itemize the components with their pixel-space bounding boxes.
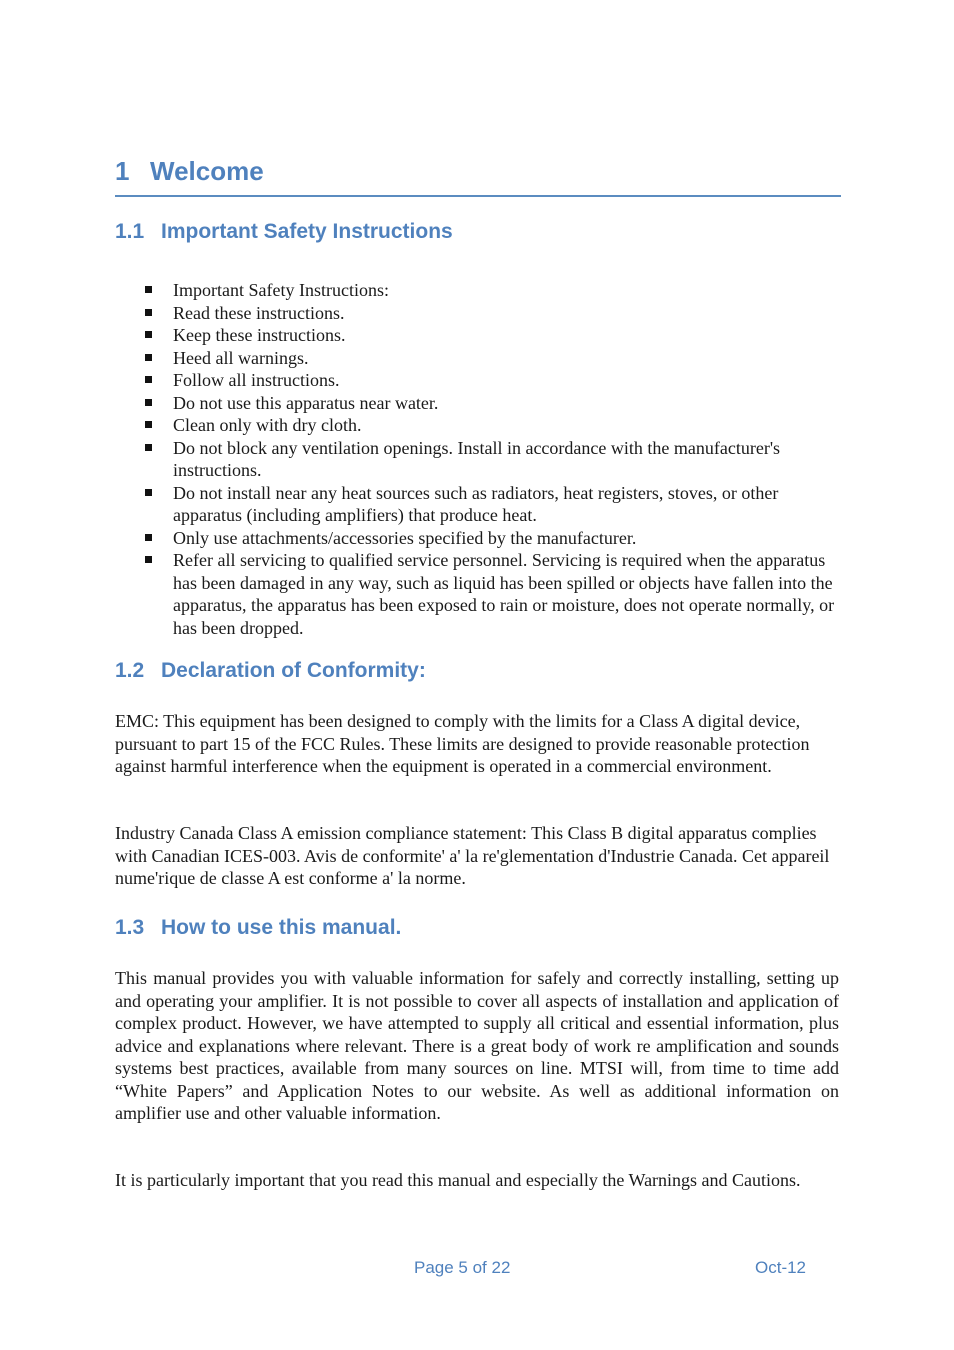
bullet-square-icon: [145, 421, 152, 428]
safety-instructions-list: [115, 279, 841, 639]
list-item-text: Read these instructions.: [173, 302, 345, 323]
chapter-heading: [115, 152, 841, 197]
list-item-text: Clean only with dry cloth.: [173, 415, 362, 435]
list-item-text: Do not install near any heat sources such as radiators, heat registers, stoves, or other apparatus (including amplifiers) that produce heat.: [173, 482, 779, 525]
list-item: [115, 527, 841, 550]
list-item: [115, 302, 841, 325]
bullet-square-icon: [145, 286, 152, 293]
section-title: Declaration of Conformity:: [161, 659, 426, 682]
section-heading-safety: [115, 218, 453, 246]
section-title: Important Safety Instructions: [161, 220, 453, 243]
manual-warning-paragraph: It is particularly important that you read this manual and especially the Warnings and Cautions.: [115, 1170, 801, 1190]
bullet-square-icon: [145, 309, 152, 316]
list-item-text: Follow all instructions.: [173, 370, 340, 390]
document-page: [115, 0, 840, 1350]
bullet-square-icon: [145, 331, 152, 338]
section-number: 1.1: [115, 220, 145, 243]
bullet-square-icon: [145, 556, 152, 563]
list-item: [115, 369, 841, 392]
list-item: [115, 324, 841, 347]
footer-date: Oct-12: [755, 1258, 807, 1277]
list-item: [115, 347, 841, 370]
list-item: [115, 482, 841, 527]
bullet-square-icon: [145, 444, 152, 451]
list-item-text: Only use attachments/accessories specified by the manufacturer.: [173, 527, 637, 548]
industry-canada-paragraph: Industry Canada Class A emission compliance statement: This Class B digital apparatus complies with Canadian ICES-003. Avis de conformite' a' la re'glementation d'Industrie Canada. Cet appareil nume'rique de classe A est conforme a' la norme.: [115, 823, 830, 888]
list-item: [115, 392, 841, 415]
list-item-text: Keep these instructions.: [173, 325, 346, 345]
manual-intro-paragraph: This manual provides you with valuable information for safely and correctly installing, setting up and operating your amplifier. It is not possible to cover all aspects of installation and application of complex product. However, we have attempted to supply all critical and essential information, plus advice and explanations where relevant. There is a great body of work re amplification and sounds systems best practices, available from many sources on line. MTSI will, from time to time add “White Papers” and Application Notes to our website. As well as additional information on amplifier use and other valuable information.: [115, 968, 839, 1123]
section-heading-manual: [115, 914, 401, 942]
list-item: [115, 437, 841, 482]
list-item-text: Heed all warnings.: [173, 347, 309, 368]
list-item-text: Do not use this apparatus near water.: [173, 392, 439, 413]
section-title: How to use this manual.: [161, 916, 402, 939]
list-item: [115, 414, 841, 437]
chapter-number: 1: [115, 156, 130, 186]
section-number: 1.2: [115, 659, 145, 682]
bullet-square-icon: [145, 399, 152, 406]
emc-paragraph: EMC: This equipment has been designed to comply with the limits for a Class A digital device, pursuant to part 15 of the FCC Rules. These limits are designed to provide reasonable protection against harmful interference when the equipment is operated in a commercial environment.: [115, 711, 810, 776]
section-heading-conformity: [115, 657, 426, 685]
bullet-square-icon: [145, 534, 152, 541]
list-item-text: Refer all servicing to qualified service personnel. Servicing is required when the apparatus has been damaged in any way, such as liquid has been spilled or objects have fallen into the apparatus, the apparatus has been exposed to rain or moisture, does not operate normally, or has been dropped.: [173, 550, 835, 638]
list-item: [115, 549, 841, 639]
page-number: Page 5 of 22: [414, 1258, 511, 1277]
section-number: 1.3: [115, 916, 145, 939]
bullet-square-icon: [145, 489, 152, 496]
list-item: [115, 279, 841, 302]
bullet-square-icon: [145, 354, 152, 361]
list-item-text: Important Safety Instructions:: [173, 280, 389, 300]
list-item-text: Do not block any ventilation openings. Install in accordance with the manufacturer's instructions.: [173, 437, 781, 480]
chapter-title: Welcome: [150, 156, 264, 186]
bullet-square-icon: [145, 376, 152, 383]
